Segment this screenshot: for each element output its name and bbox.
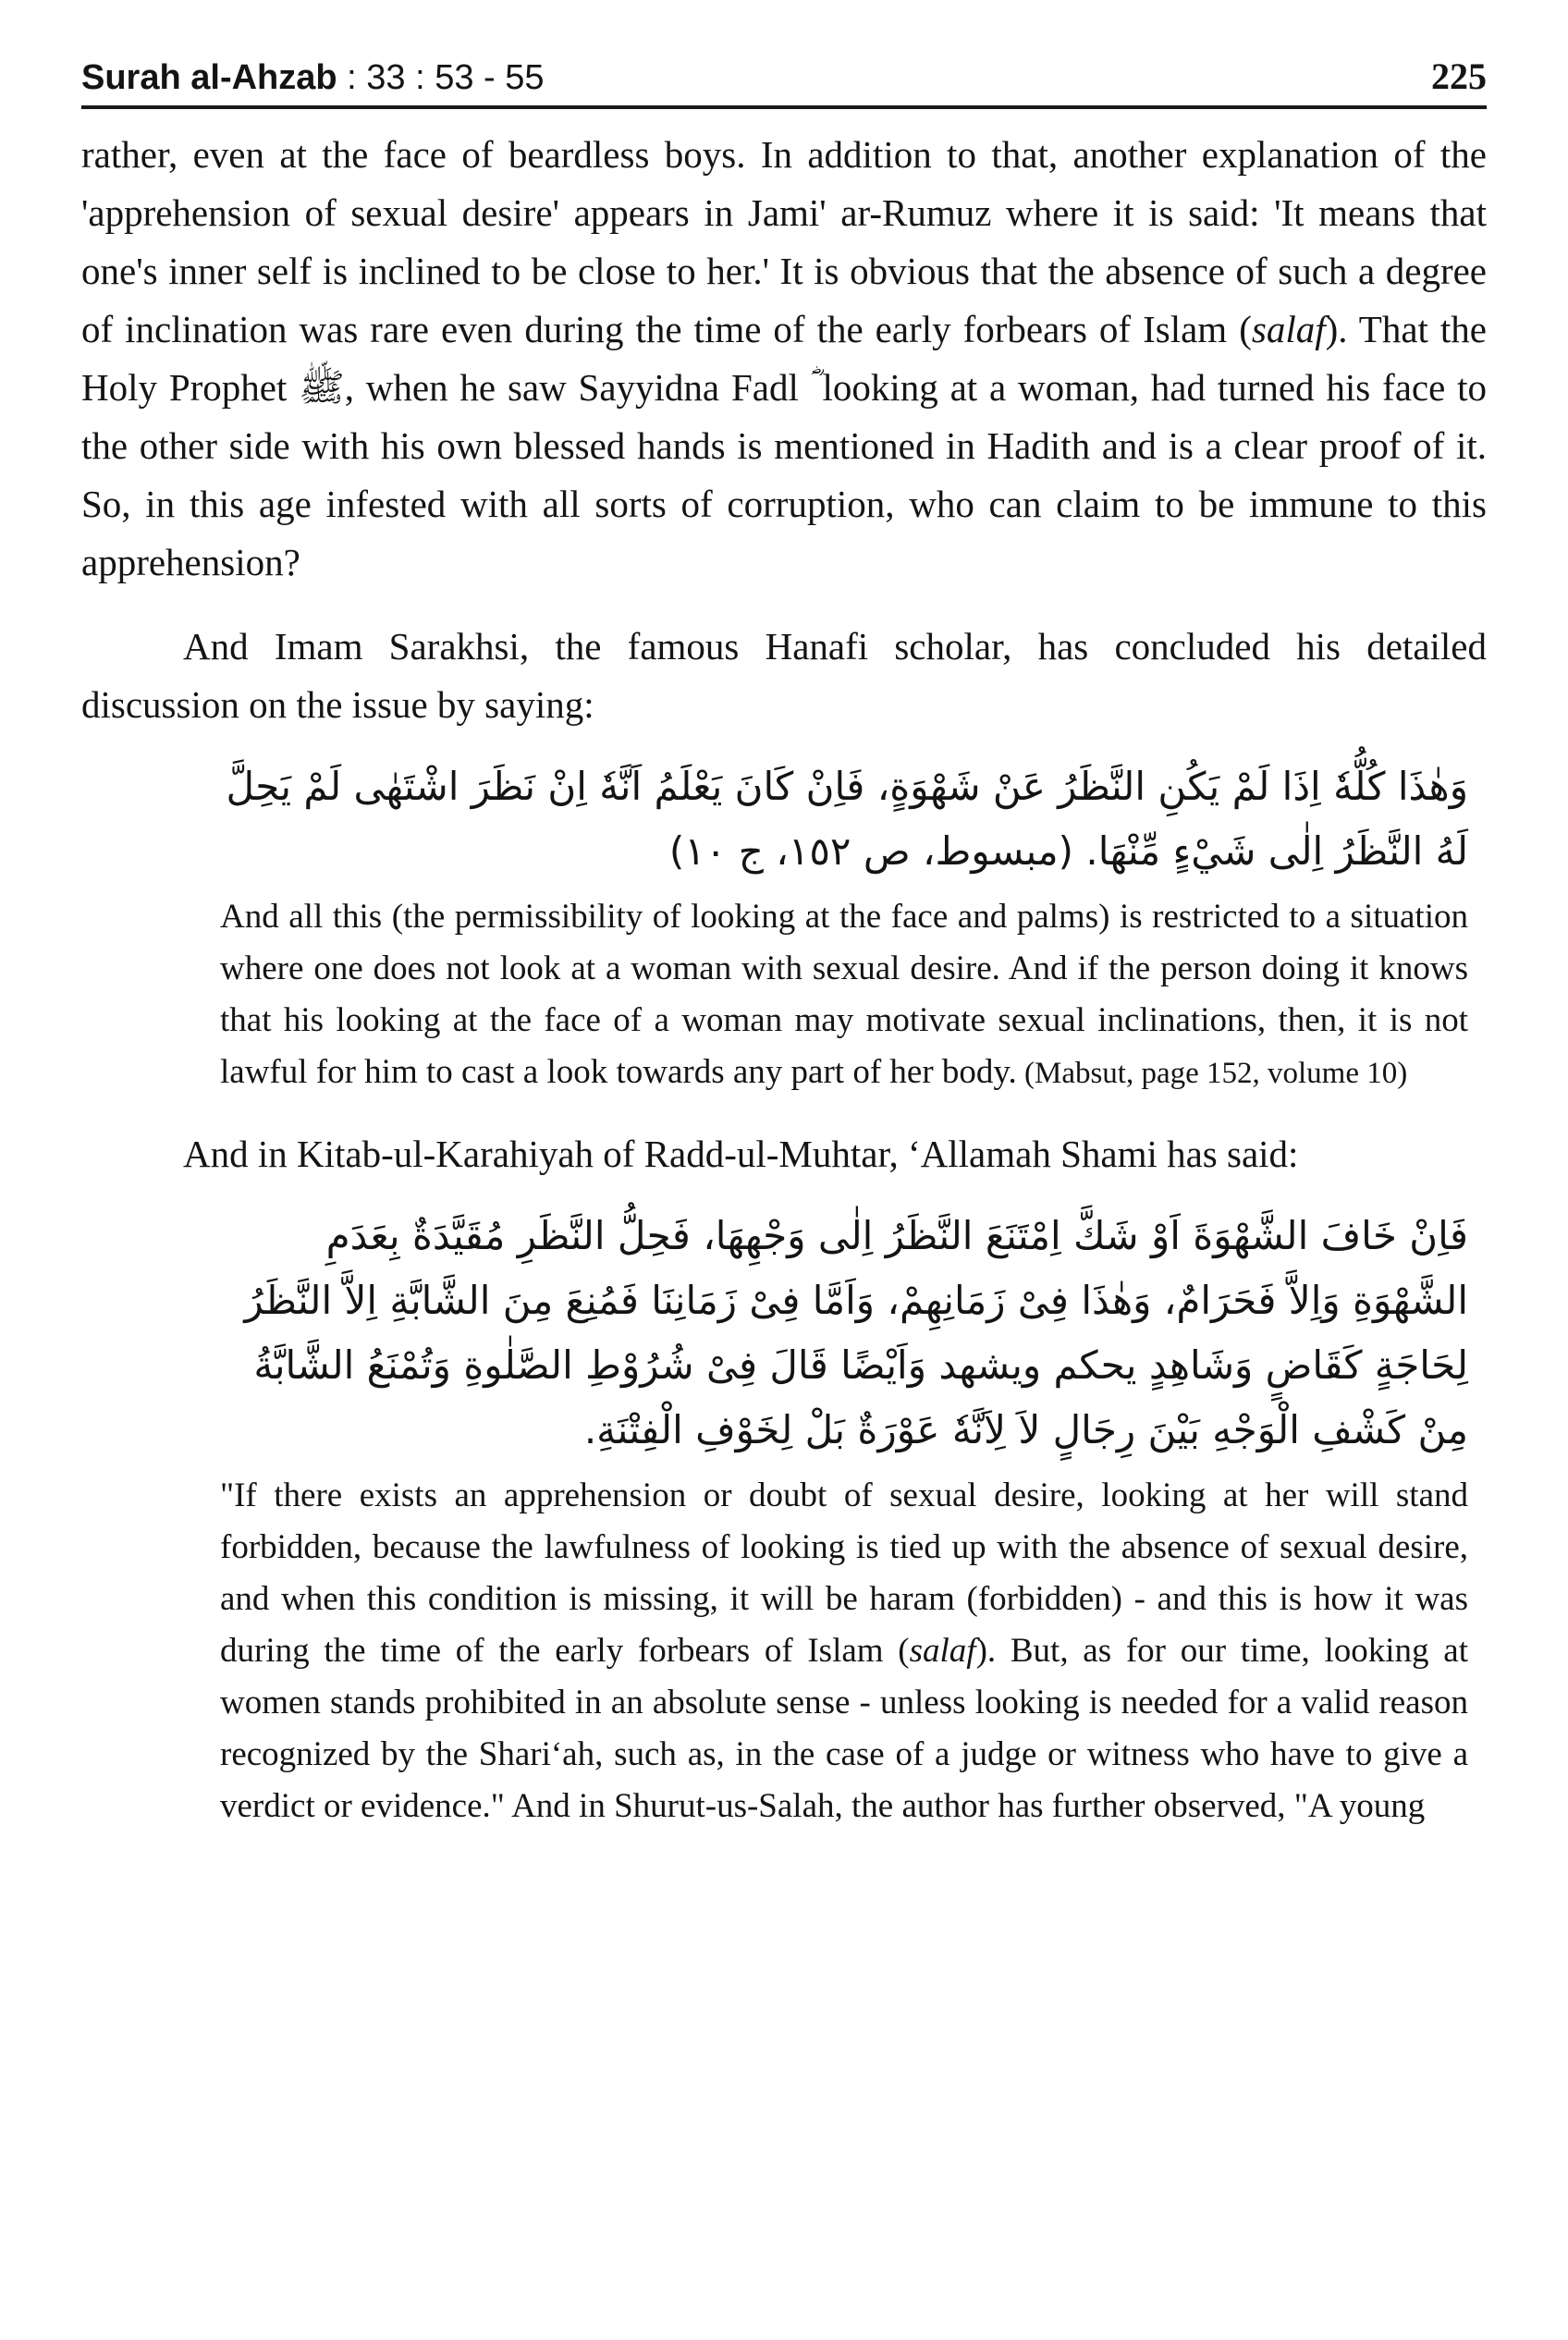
paragraph-text: rather, even at the face of beardless boys. In addition to that, another explanation of the 'apprehension of sexual desire' appears in Jami' ar-Rumuz where it is said: 'It means that one's inner self is inclined to be close to her.' It is obvious that the absence of such a degree of inclination was rare even during the time of the early forbears of Islam xyxy=(81,133,1487,350)
quote-text: "If there exists an apprehension or doubt of sexual desire, looking at her will stand forbidden, because the lawfulness of looking is tied up with the absence of sexual desire, and when this condition is missing, it will be haram (forbidden) - and this is how it was during the time of the early forbears of Islam ( xyxy=(220,1476,1468,1670)
surah-name: Surah al-Ahzab xyxy=(81,58,337,97)
italic-term: salaf xyxy=(909,1632,976,1670)
italic-term: salaf xyxy=(1251,308,1326,350)
translation-quote-1 xyxy=(220,891,1468,1099)
quote-text-continued: ). But, as for our time, looking at women stands prohibited in an absolute sense - unless looking is needed for a valid reason recognized by the Shari‘ah, such as, in the case of a judge or witness who have to give a verdict or evidence." And in Shurut-us-Salah, the author has further observed, "A young xyxy=(220,1632,1468,1825)
running-header xyxy=(81,44,1487,109)
body-paragraph-1: rather, even at the face of beardless boys. In addition to that, another explanation of the 'apprehension of sexual desire' appears in Jami' ar-Rumuz where it is said: 'It means that one's inner self is inclined to be close to her.' It is obvious that the absence of such a degree of inclination was rare even during the time of the early forbears of Islam (salaf). That the Holy Prophet ﷺ, when he saw Sayyidna Fadl ؓ looking at a woman, had turned his face to the other side with his own blessed hands is mentioned in Hadith and is a clear proof of it. So, in this age infested with all sorts of corruption, who can claim to be immune to this apprehension? xyxy=(81,133,1488,583)
page xyxy=(81,44,1487,1832)
page-number: 225 xyxy=(1431,55,1487,97)
arabic-quotation-1: وَهٰذَا كُلُّهٗ اِذَا لَمْ يَكُنِ النَّظَرُ عَنْ شَهْوَةٍ، فَاِنْ كَانَ يَعْلَمُ اَنَّهٗ اِنْ نَظَرَ اشْتَهٰى لَمْ يَحِلَّ لَهُ النَّظَرُ اِلٰى شَيْءٍ مِّنْهَا. (مبسوط، ص ١٥٢، ج ١٠) xyxy=(226,764,1468,874)
quote-citation: (Mabsut, page 152, volume 10) xyxy=(1016,1057,1408,1090)
header-title xyxy=(81,58,545,98)
body-paragraph-2: And Imam Sarakhsi, the famous Hanafi scholar, has concluded his detailed discussion on the issue by saying: xyxy=(81,625,1487,726)
body-paragraph-3: And in Kitab-ul-Karahiyah of Radd-ul-Muhtar, ‘Allamah Shami has said: xyxy=(183,1133,1299,1175)
arabic-quotation-2: فَاِنْ خَافَ الشَّهْوَةَ اَوْ شَكَّ اِمْتَنَعَ النَّظَرُ اِلٰى وَجْهِهَا، فَحِلُّ النَّظَرِ مُقَيَّدَةٌ بِعَدَمِ الشَّهْوَةِ وَاِلاَّ فَحَرَامٌ، وَهٰذَا فِىْ زَمَانِهِمْ، وَاَمَّا فِىْ زَمَانِنَا فَمُنِعَ مِنَ الشَّابَّةِ اِلاَّ النَّظَرُ لِحَاجَةٍ كَقَاضٍ وَشَاهِدٍ يحكم ويشهد وَاَيْضًا قَالَ فِىْ شُرُوْطِ الصَّلٰوةِ وَتُمْنَعُ الشَّابَّةُ مِنْ كَشْفِ الْوَجْهِ بَيْنَ رِجَالٍ لاَ لِاَنَّهٗ عَوْرَةٌ بَلْ لِخَوْفِ الْفِتْنَةِ. xyxy=(244,1213,1468,1452)
translation-quote-2 xyxy=(220,1470,1468,1832)
quote-text: And all this (the permissibility of looking at the face and palms) is restricted to a situation where one does not look at a woman with sexual desire. And if the person doing it knows that his looking at the face of a woman may motivate sexual inclinations, then, it is not lawful for him to cast a look towards any part of her body. xyxy=(220,898,1468,1091)
verse-reference: : 33 : 53 - 55 xyxy=(337,58,545,97)
paragraph-text-continued: ). That the Holy Prophet ﷺ, when he saw Sayyidna Fadl ؓ looking at a woman, had turned his face to the other side with his own blessed hands is mentioned in Hadith and is a clear proof of it. So, in this age infested with all sorts of corruption, who can claim to be immune to this apprehension? xyxy=(81,308,1488,583)
